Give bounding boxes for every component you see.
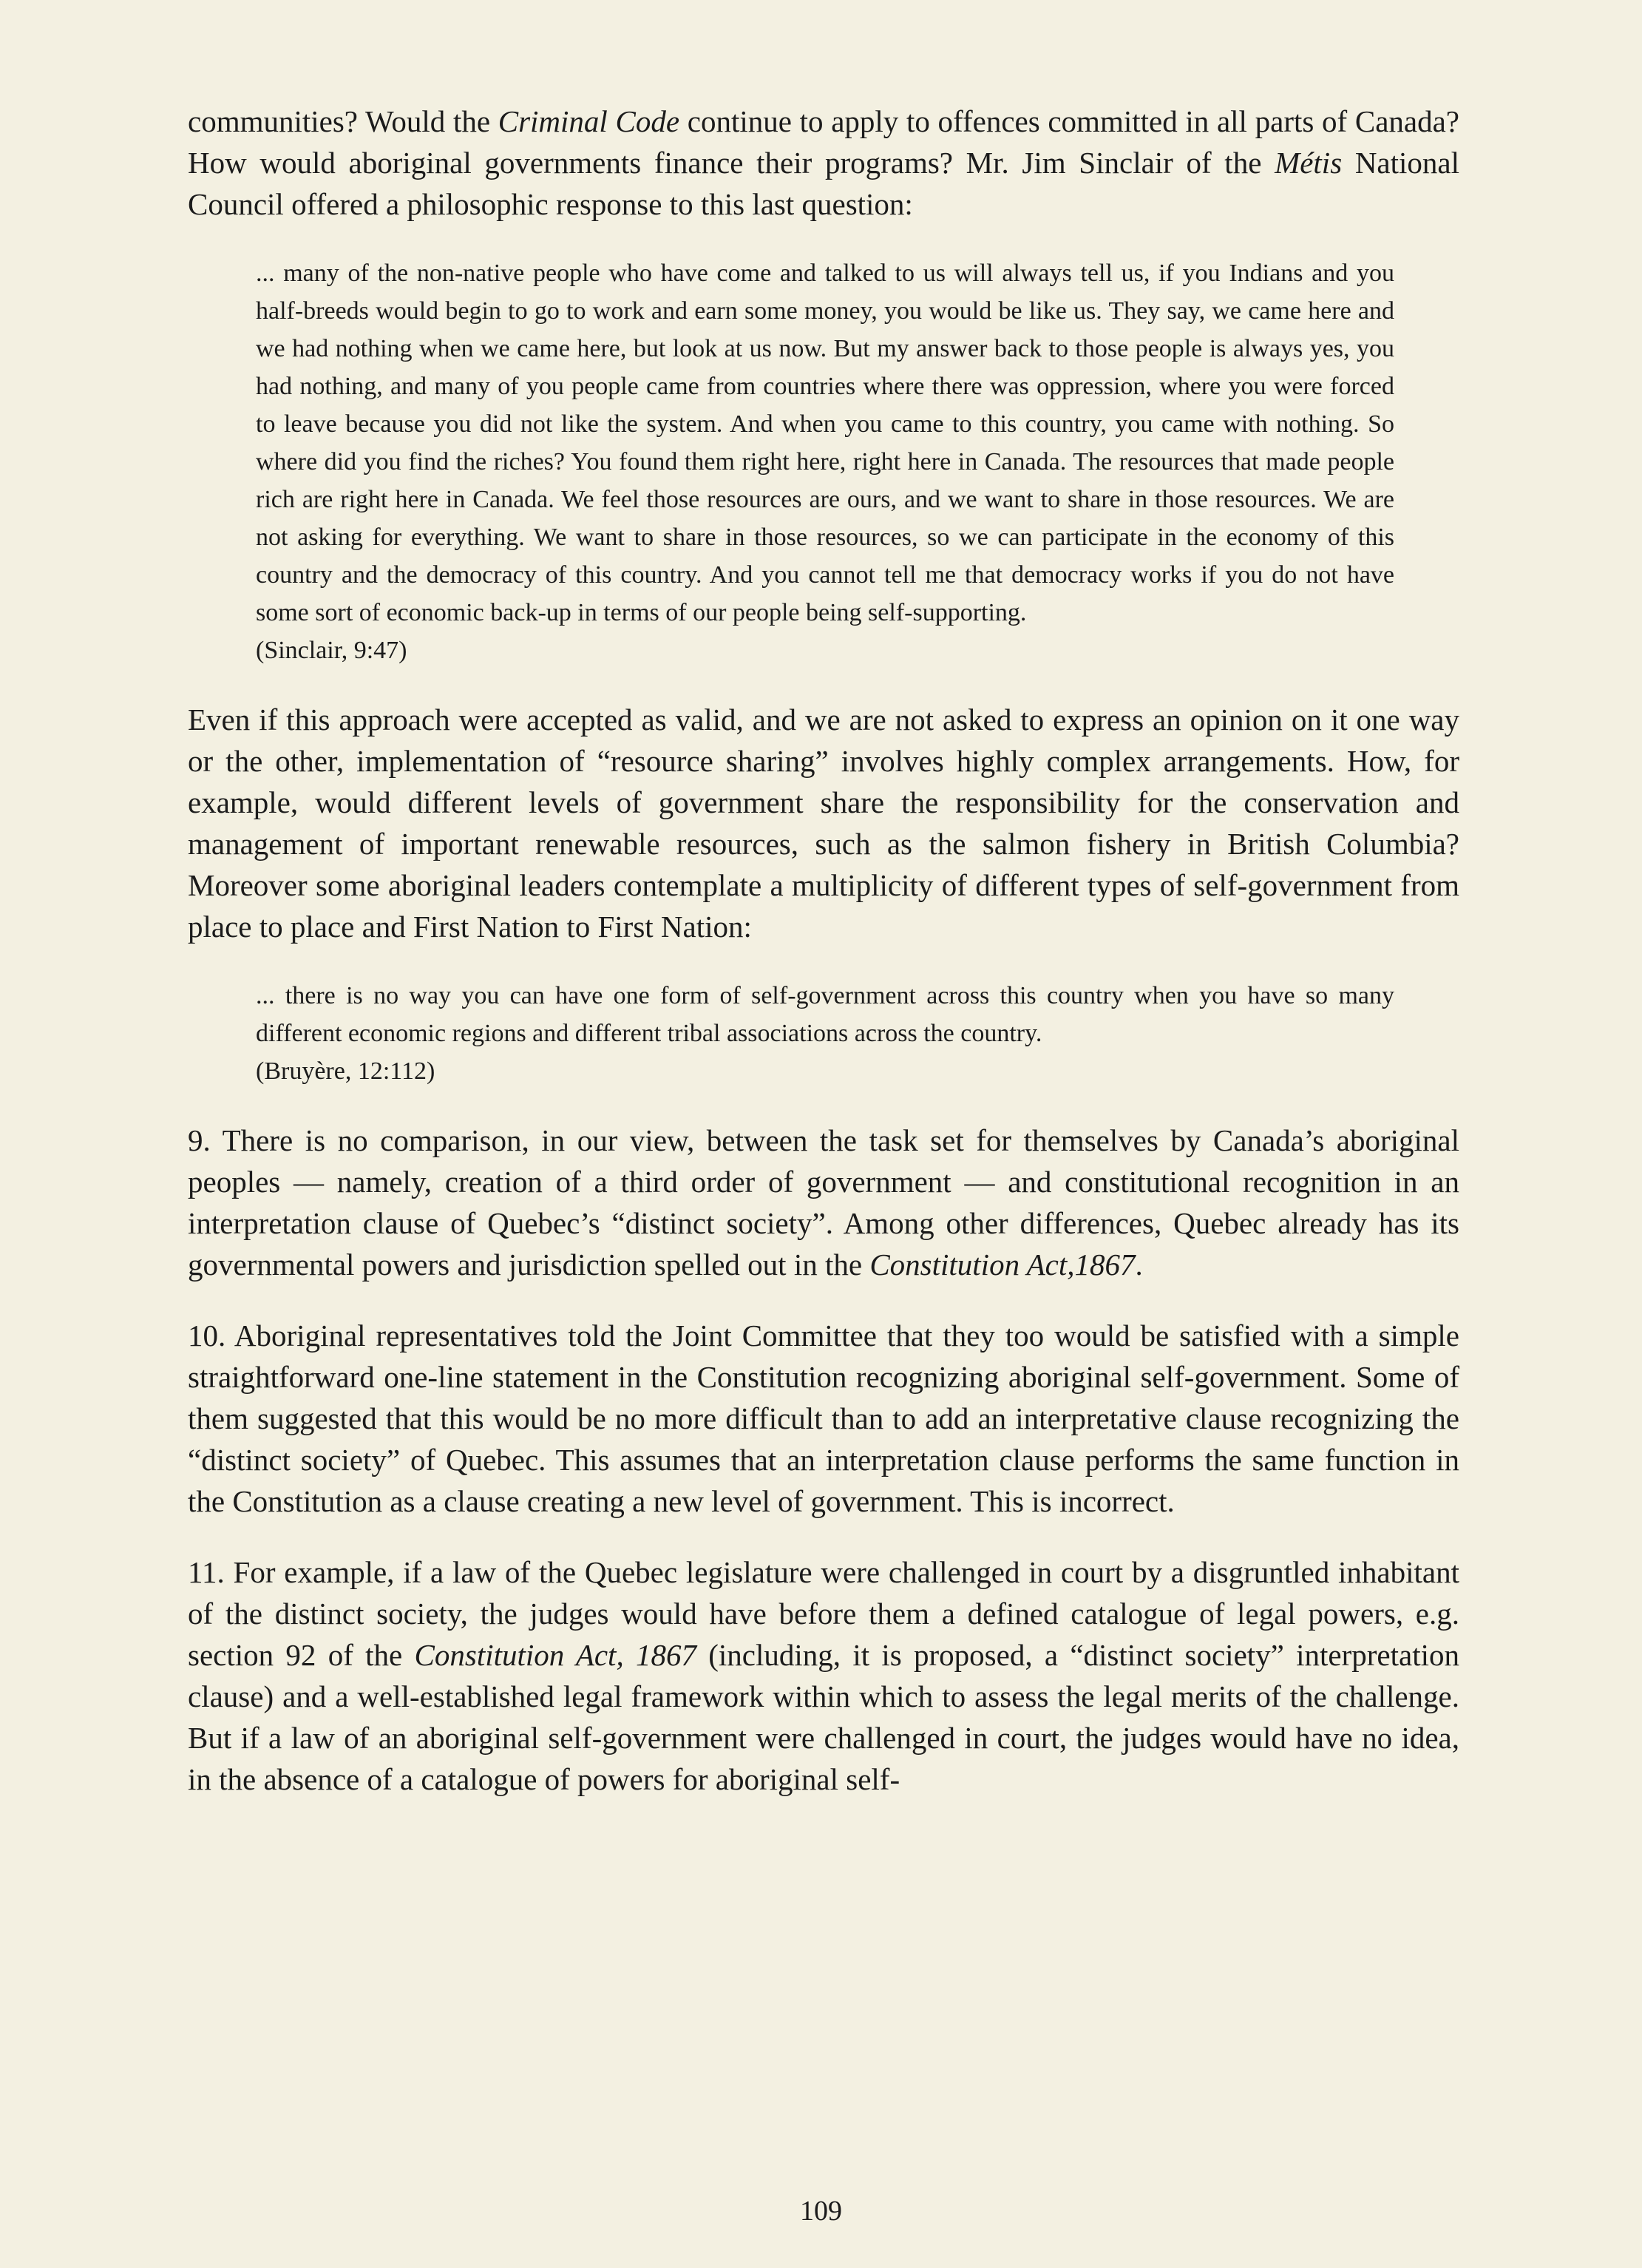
page-body [188, 101, 1459, 1829]
text-run: National Council offered a philosophic response to this last question: [188, 146, 1459, 221]
quote-text: ... there is no way you can have one form of self-government across this country when you have so many different economic regions and different tribal associations across the country. [256, 982, 1394, 1047]
italic-title: Constitution Act, 1867 [414, 1638, 696, 1672]
paragraph-9 [188, 1120, 1459, 1285]
quote-citation: (Bruyère, 12:112) [256, 1057, 435, 1085]
text-run: 9. There is no comparison, in our view, between the task set for themselves by Canada’s aboriginal peoples — namely, creation of a third order of government — and constitutional recognition in an interpretation clause of Quebec’s “distinct society”. Among other differences, Quebec already has its governmental powers and jurisdiction spelled out in the [188, 1123, 1459, 1282]
block-quote-sinclair [256, 254, 1394, 669]
paragraph-resource-sharing: Even if this approach were accepted as valid, and we are not asked to express an opinion on it one way or the other, implementation of “resource sharing” involves highly complex arrangements. How, for example, would different levels of government share the responsibility for the conservation and management of important renewable resources, such as the salmon fishery in British Columbia? Moreover some aboriginal leaders contemplate a multiplicity of different types of self-government from place to place and First Nation to First Nation: [188, 703, 1459, 944]
italic-title: Criminal Code [498, 104, 680, 138]
page-number: 109 [800, 2196, 842, 2227]
italic-title: Constitution Act,1867 [869, 1248, 1136, 1282]
paragraph-11 [188, 1551, 1459, 1800]
text-run: (including, it is proposed, a “distinct society” interpretation clause) and a well-established legal framework within which to assess the legal merits of the challenge. But if a law of an aboriginal self-government were challenged in court, the judges would have no idea, in the absence of a catalogue of powers for aboriginal self- [188, 1638, 1459, 1796]
text-run: 11. For example, if a law of the Quebec legislature were challenged in court by a disgruntled inhabitant of the distinct society, the judges would have before them a defined catalogue of legal powers, e.g. section 92 of the [188, 1555, 1459, 1672]
text-run: continue to apply to offences committed in all parts of Canada? How would aboriginal governments finance their programs? Mr. Jim Sinclair of the [188, 104, 1459, 180]
quote-text: ... many of the non-native people who have come and talked to us will always tell us, if you Indians and you half-breeds would begin to go to work and earn some money, you would be like us. They say, we came here and we had nothing when we came here, but look at us now. But my answer back to those people is always yes, you had nothing, and many of you people came from countries where there was oppression, where you were forced to leave because you did not like the system. And when you came to this country, you came with nothing. So where did you find the riches? You found them right here, right here in Canada. The resources that made people rich are right here in Canada. We feel those resources are ours, and we want to share in those resources. We are not asking for everything. We want to share in those resources, so we can participate in the economy of this country and the democracy of this country. And you cannot tell me that democracy works if you do not have some sort of economic back-up in terms of our people being self-supporting. [256, 260, 1394, 626]
paragraph-intro [188, 101, 1459, 225]
italic-term: Métis [1275, 146, 1343, 180]
quote-citation: (Sinclair, 9:47) [256, 637, 407, 664]
text-run: . [1135, 1248, 1143, 1282]
block-quote-bruyere [256, 977, 1394, 1090]
text-run: communities? Would the [188, 104, 498, 138]
paragraph-10: 10. Aboriginal representatives told the Joint Committee that they too would be satisfied with a simple straightforward one-line statement in the Constitution recognizing aboriginal self-government. Some of them suggested that this would be no more difficult than to add an interpretative clause recognizing the “distinct society” of Quebec. This assumes that an interpretation clause performs the same function in the Constitution as a clause creating a new level of government. This is incorrect. [188, 1319, 1459, 1518]
